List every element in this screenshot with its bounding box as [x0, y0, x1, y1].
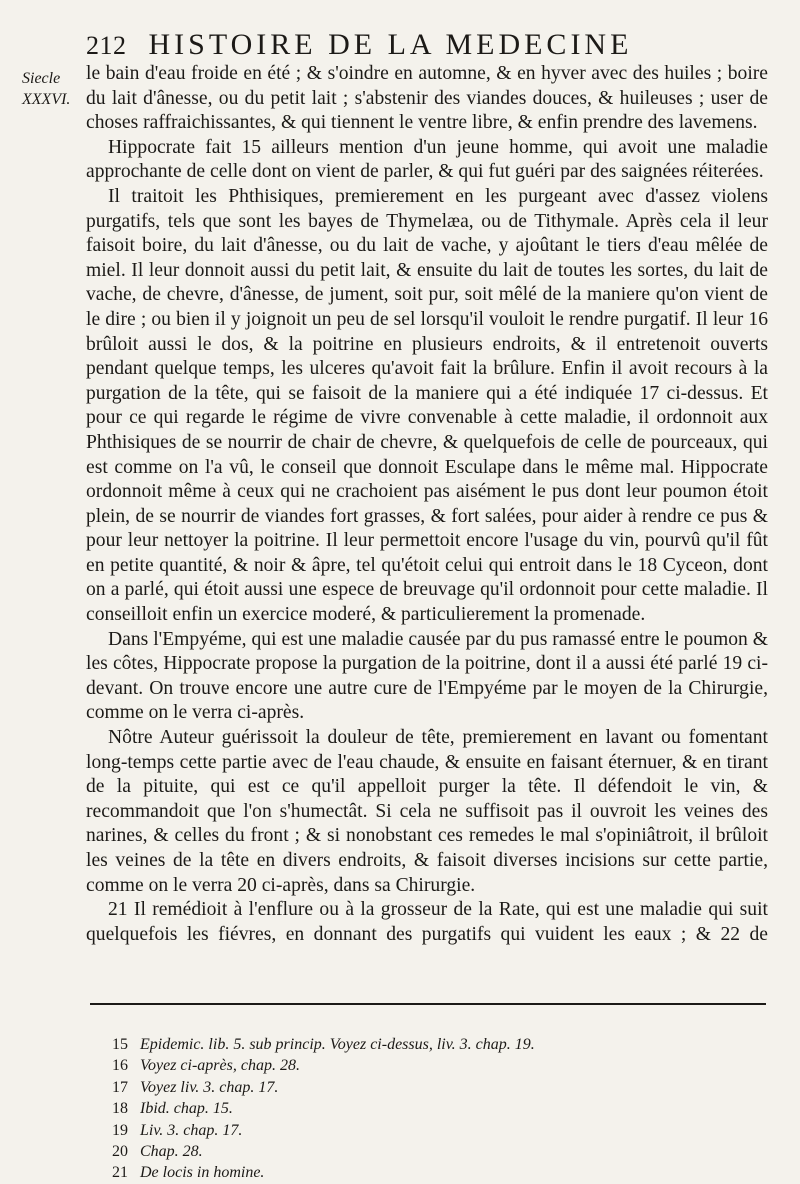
footnote-number: 20 — [112, 1143, 128, 1161]
margin-note-century — [22, 68, 84, 110]
footnote-text: Ibid. chap. 15. — [140, 1100, 233, 1118]
footnote-text: Epidemic. lib. 5. sub princip. Voyez ci-dessus, liv. 3. chap. 19. — [140, 1036, 535, 1053]
paragraph: Dans l'Empyéme, qui est une maladie causée par du pus ramassé entre le poumon & les côtes, Hippocrate propose la purgation de la poitrine, dont il a aussi été parlé 19 ci-devant. On trouve encore une autre cure de l'Empyéme par le moyen de la Chirurgie, comme on le verra ci-après. — [86, 628, 768, 724]
paragraph: 21 Il remédioit à l'enflure ou à la grosseur de la Rate, qui est une maladie qui suit quelquefois les fiévres, en donnant des purgatifs qui vuident les eaux ; & 22 de — [86, 899, 768, 945]
footnote-text: Voyez liv. 3. chap. 17. — [140, 1078, 279, 1096]
footnote-divider — [90, 1003, 766, 1005]
footnote — [112, 1055, 672, 1076]
footnote — [112, 1162, 672, 1183]
footnote-text: Voyez ci-après, chap. 28. — [140, 1057, 300, 1075]
page-number: 212 — [86, 31, 127, 60]
footnote-text: Liv. 3. chap. 17. — [140, 1121, 243, 1139]
footnote-text: Chap. 28. — [140, 1143, 203, 1161]
footnote-number: 15 — [112, 1036, 128, 1053]
paragraph: Hippocrate fait 15 ailleurs mention d'un jeune homme, qui avoit une maladie approchante de celle dont on vient de parler, & qui fut guéri par des saignées réiterées. — [86, 136, 768, 183]
footnote-text: De locis in homine. — [140, 1164, 265, 1182]
footnote — [112, 1120, 672, 1141]
footnote-number: 16 — [112, 1057, 128, 1075]
paragraph: Il traitoit les Phthisiques, premierement en les purgeant avec d'assez violens purgatifs, tels que sont les bayes de Thymelæa, ou de Tithymale. Après cela il leur faisoit boire, du lait d'ânesse, ou du lait de vache, y ajoûtant le tiers d'eau mêlée de miel. Il leur donnoit aussi du petit lait, & ensuite du lait de toutes les sortes, du lait de vache, de chevre, d'ânesse, de jument, soit pur, soit mêlé de la maniere qu'on vient de le dire ; ou bien il y joignoit un peu de sel lorsqu'il vouloit le rendre purgatif. Il leur 16 brûloit aussi le dos, & la poitrine en plusieurs endroits, & il entretenoit ouverts pendant quelque temps, les ulceres qu'avoit fait la brûlure. Enfin il avoit recours à la purgation de la tête, qui se faisoit de la maniere qui a été indiquée 17 ci-dessus. Et pour ce qui regarde le régime de vivre convenable à cette maladie, il ordonnoit aux Phthisiques de se nourrir de chair de chevre, & quelquefois de celle de pourceaux, qui est comme on l'a vû, le conseil que donnoit Esculape dans le même mal. Hippocrate ordonnoit même à ceux qui ne crachoient pas aisément le pus dont leur poumon étoit plein, de se nourrir de viandes fort grasses, & fort salées, pour aider à rendre ce pus & pour leur nettoyer la poitrine. Il leur permettoit encore l'usage du vin, pourvû qu'il fût en petite quantité, & noir & âpre, tel qu'étoit celui qui entroit dans le 18 Cyceon, dont on a parlé, qui étoit aussi une espece de breuvage qu'il ordonnoit pour cette maladie. Il conseilloit enfin un exercice moderé, & particulierement la promenade. — [86, 185, 768, 626]
footnote — [112, 1077, 672, 1098]
footnote-number: 19 — [112, 1121, 128, 1139]
running-title: HISTOIRE DE LA MEDECINE — [148, 28, 633, 61]
page-header — [86, 28, 726, 62]
main-text — [86, 62, 768, 947]
footnote — [112, 1034, 672, 1055]
margin-note-line: XXXVI. — [22, 91, 71, 108]
paragraph: Nôtre Auteur guérissoit la douleur de tête, premierement en lavant ou fomentant long-temps cette partie avec de l'eau chaude, & ensuite en faisant éternuer, & en tirant de la pituite, qui est ce qu'il appelloit purger la tête. Il défendoit le vin, & recommandoit que l'on s'humectât. Si cela ne suffisoit pas il ouvroit les veines des narines, & celles du front ; & si nonobstant ces remedes le mal s'opiniâtroit, il brûloit les veines de la tête en divers endroits, & faisoit diverses incisions sur cette partie, comme on le verra 20 ci-après, dans sa Chirurgie. — [86, 727, 768, 896]
footnote-number: 17 — [112, 1078, 128, 1096]
paragraph: le bain d'eau froide en été ; & s'oindre en automne, & en hyver avec des huiles ; boire du lait d'ânesse, ou du petit lait ; s'abstenir des viandes douces, & huileuses ; user de choses raffraichissantes, & qui tiennent le ventre libre, & enfin prendre des lavemens. — [86, 63, 768, 134]
footnote-number: 21 — [112, 1164, 128, 1182]
footnote — [112, 1141, 672, 1162]
footnote — [112, 1098, 672, 1119]
margin-note-line: Siecle — [22, 70, 61, 87]
footnote-number: 18 — [112, 1100, 128, 1118]
footnotes — [112, 1034, 672, 1184]
